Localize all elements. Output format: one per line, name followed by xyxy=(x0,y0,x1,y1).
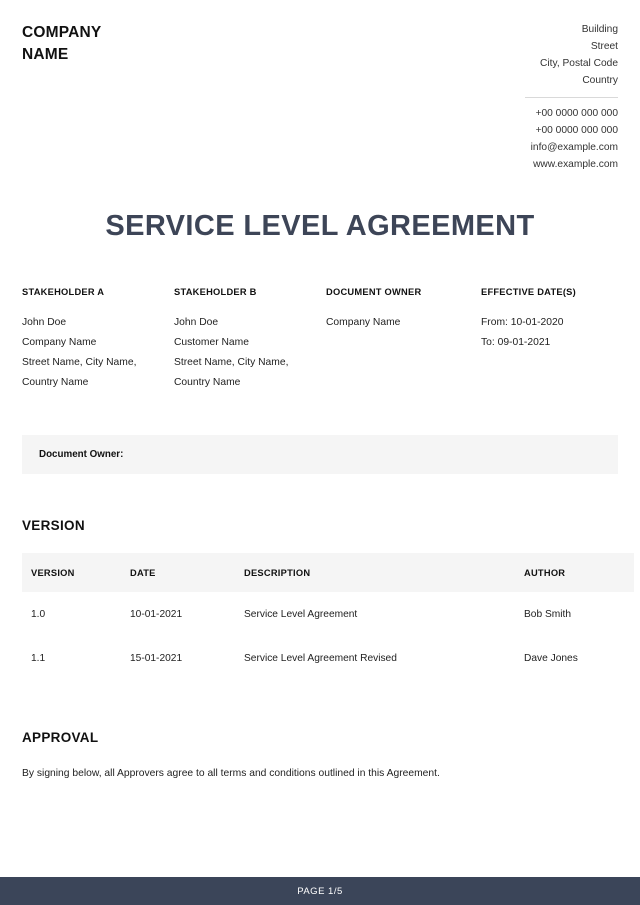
party-line: Country Name xyxy=(174,377,241,389)
party-line: John Doe xyxy=(174,316,219,328)
parties-row xyxy=(22,287,618,393)
party-line: Company Name xyxy=(22,336,97,348)
table-row xyxy=(22,592,634,636)
contact-details xyxy=(378,105,618,174)
cell-author: Bob Smith xyxy=(524,608,571,620)
party-heading: EFFECTIVE DATE(S) xyxy=(481,286,576,297)
document-owner-label: Document Owner: xyxy=(39,449,124,461)
address-line-street: Street xyxy=(590,41,618,53)
effective-date-to: To: 09-01-2021 xyxy=(481,336,551,348)
address-line-building: Building xyxy=(581,24,618,35)
page-number-label: PAGE 1/5 xyxy=(297,885,343,897)
effective-date-from: From: 10-01-2020 xyxy=(481,316,564,328)
party-effective-dates xyxy=(481,287,618,393)
contact-email: info@example.com xyxy=(530,141,618,153)
party-line: John Doe xyxy=(22,316,67,328)
party-line: Customer Name xyxy=(174,336,249,348)
table-header-row xyxy=(22,553,634,592)
address-line-country: Country xyxy=(582,75,618,87)
table-row xyxy=(22,636,634,680)
contact-phone-secondary: +00 0000 000 000 xyxy=(535,124,618,136)
party-heading: DOCUMENT OWNER xyxy=(326,286,422,297)
column-header-description: DESCRIPTION xyxy=(244,567,311,578)
document-owner-strip xyxy=(22,435,618,474)
column-header-author: AUTHOR xyxy=(524,567,566,578)
cell-date: 15-01-2021 xyxy=(130,652,183,664)
page-title: SERVICE LEVEL AGREEMENT xyxy=(105,210,535,242)
page-footer xyxy=(0,877,640,905)
party-stakeholder-a xyxy=(22,287,174,393)
address-block xyxy=(378,21,618,173)
column-header-date: DATE xyxy=(130,567,156,578)
cell-version: 1.0 xyxy=(31,608,46,620)
cell-author: Dave Jones xyxy=(524,652,578,664)
party-line: Street Name, City Name, xyxy=(22,357,137,369)
party-document-owner xyxy=(326,287,481,393)
letterhead xyxy=(22,0,618,172)
column-header-version: VERSION xyxy=(31,567,75,578)
party-heading: STAKEHOLDER A xyxy=(22,286,105,297)
party-line: Street Name, City Name, xyxy=(174,357,289,369)
contact-website: www.example.com xyxy=(533,158,618,170)
contact-phone-primary: +00 0000 000 000 xyxy=(535,107,618,119)
cell-description: Service Level Agreement xyxy=(244,608,358,620)
version-section-heading: VERSION xyxy=(22,518,85,534)
version-table-head xyxy=(22,553,634,592)
postal-address xyxy=(378,21,618,90)
cell-version: 1.1 xyxy=(31,652,46,664)
address-line-city: City, Postal Code xyxy=(540,58,618,70)
version-table xyxy=(22,553,634,680)
company-name xyxy=(22,22,232,66)
page-content xyxy=(22,0,618,783)
approval-paragraph: By signing below, all Approvers agree to all terms and conditions outlined in this Agreement. xyxy=(22,768,440,780)
company-name-line-1: COMPANY xyxy=(22,24,102,41)
party-line: Company Name xyxy=(326,316,401,328)
approval-section-heading: APPROVAL xyxy=(22,730,99,746)
version-table-body xyxy=(22,592,634,680)
cell-date: 10-01-2021 xyxy=(130,608,183,620)
party-stakeholder-b xyxy=(174,287,326,393)
cell-description: Service Level Agreement Revised xyxy=(244,652,397,664)
party-heading: STAKEHOLDER B xyxy=(174,286,257,297)
address-divider xyxy=(525,97,618,98)
party-line: Country Name xyxy=(22,377,89,389)
company-name-line-2: NAME xyxy=(22,46,69,63)
